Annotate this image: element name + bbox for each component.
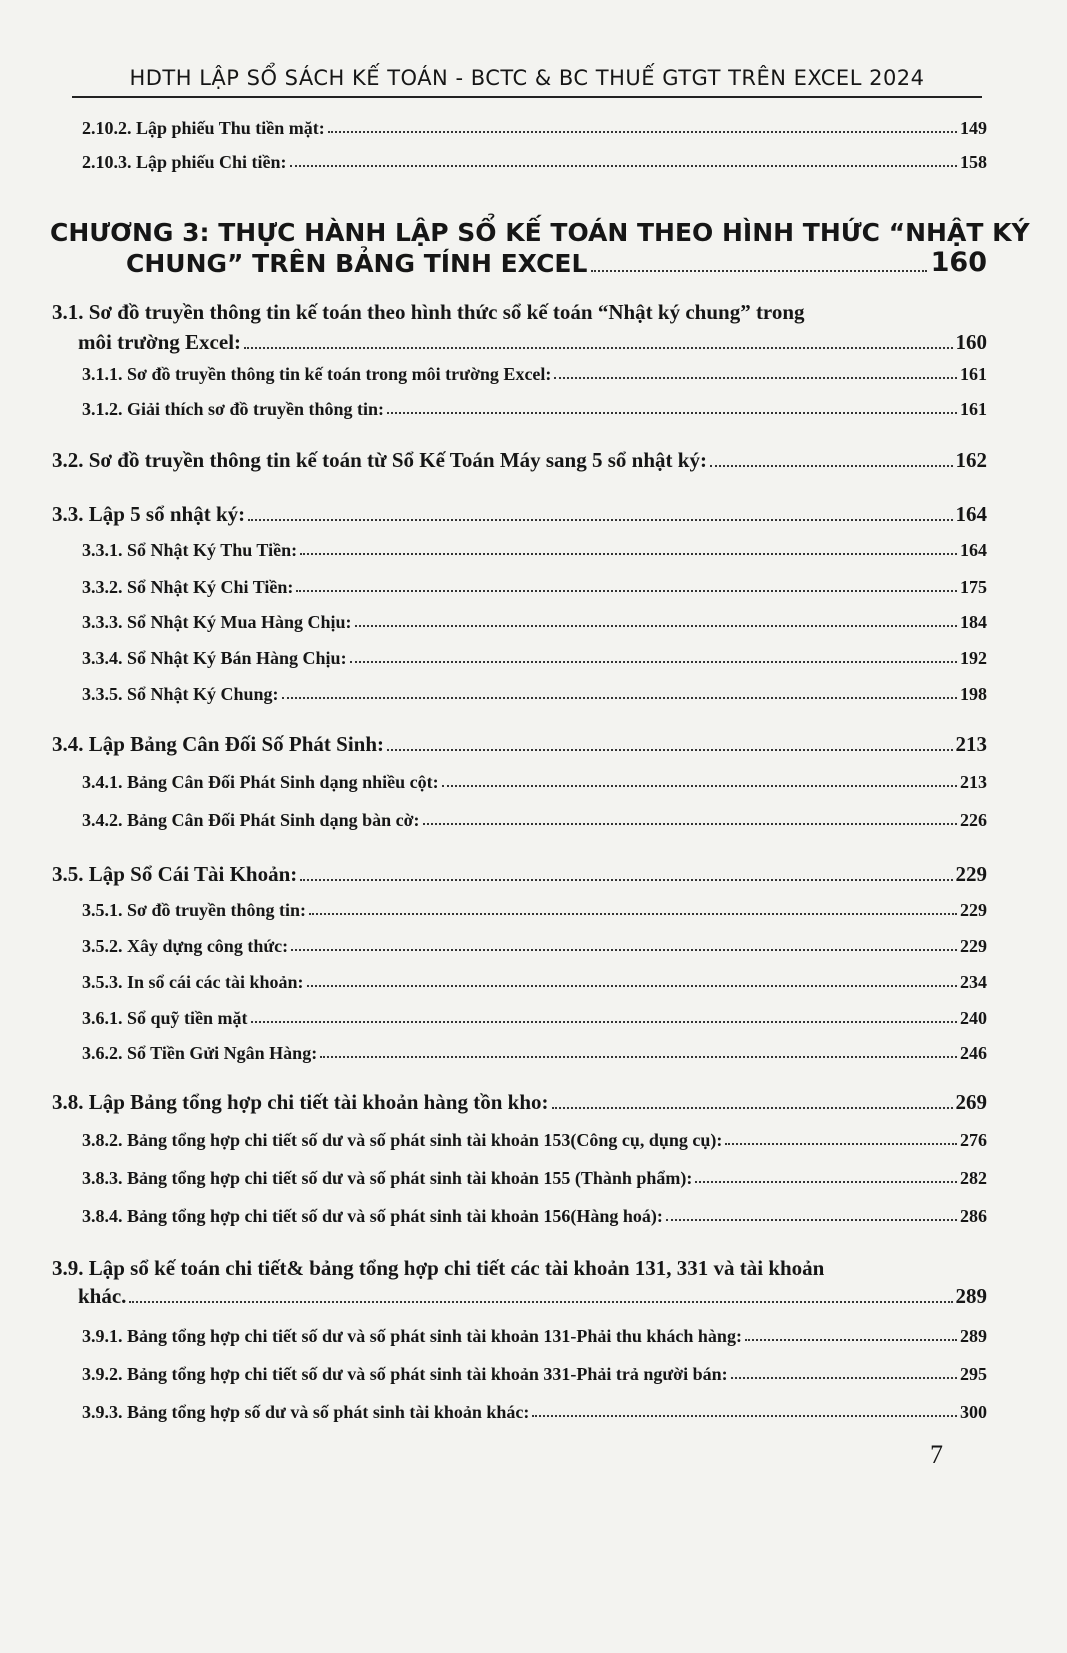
toc-entry-page: 226: [960, 810, 987, 830]
toc-entry-3-4: [52, 732, 987, 757]
toc-entry-title: 2.10.3. Lập phiếu Chi tiền:: [82, 152, 287, 172]
dot-leader: [350, 661, 957, 663]
toc-entry-3-6-2: [82, 1043, 987, 1064]
toc-entry-title: 3.8. Lập Bảng tổng hợp chi tiết tài khoản hàng tồn kho:: [52, 1090, 549, 1114]
toc-entry-title: 3.3.5. Sổ Nhật Ký Chung:: [82, 684, 279, 704]
toc-entry-title: môi trường Excel:: [78, 330, 242, 354]
dot-leader: [328, 131, 957, 133]
toc-entry-3-8-2: [82, 1130, 987, 1151]
toc-entry-page: 234: [960, 972, 987, 992]
toc-entry-page: 213: [955, 732, 987, 756]
toc-entry-3-5-1: [82, 900, 987, 921]
dot-leader: [710, 465, 953, 467]
toc-entry-page: 192: [960, 648, 987, 668]
toc-entry-3-1-2: [82, 399, 987, 420]
toc-entry-3-4-1: [82, 772, 987, 793]
dot-leader: [296, 590, 957, 592]
toc-entry-page: 160: [955, 330, 987, 354]
toc-entry-3-3: [52, 502, 987, 527]
toc-entry-page: 229: [960, 936, 987, 956]
toc-entry-page: 175: [960, 577, 987, 597]
toc-entry-title: 3.3. Lập 5 sổ nhật ký:: [52, 502, 246, 526]
toc-entry-3-9-2: [82, 1364, 987, 1385]
dot-leader: [248, 519, 952, 521]
running-header: HDTH LẬP SỔ SÁCH KẾ TOÁN - BCTC & BC THUẾ GTGT TRÊN EXCEL 2024: [129, 66, 925, 90]
dot-leader: [320, 1056, 957, 1058]
toc-entry-title: 3.3.1. Sổ Nhật Ký Thu Tiền:: [82, 540, 298, 560]
toc-entry-3-3-3: [82, 612, 987, 633]
dot-leader: [387, 412, 957, 414]
toc-entry-3-9-line1: 3.9. Lập sổ kế toán chi tiết& bảng tổng hợp chi tiết các tài khoản 131, 331 và tài khoản: [52, 1256, 825, 1280]
toc-entry-page: 269: [955, 1090, 987, 1114]
toc-entry-page: 164: [960, 540, 987, 560]
toc-entry-page: 213: [960, 772, 987, 792]
toc-entry-page: 149: [960, 118, 987, 138]
chapter-title-line2-text: CHUNG” TRÊN BẢNG TÍNH EXCEL: [126, 249, 588, 278]
toc-entry-page: 276: [960, 1130, 987, 1150]
toc-entry-3-2: [52, 448, 987, 473]
toc-entry-page: 161: [960, 364, 987, 384]
dot-leader: [290, 165, 957, 167]
dot-leader: [282, 697, 957, 699]
toc-entry-page: 289: [955, 1284, 987, 1308]
toc-entry-title: 3.8.3. Bảng tổng hợp chi tiết số dư và số phát sinh tài khoản 155 (Thành phẩm):: [82, 1168, 693, 1188]
toc-entry-3-1-1: [82, 364, 987, 385]
dot-leader: [591, 270, 926, 272]
toc-entry-title: 3.8.2. Bảng tổng hợp chi tiết số dư và số phát sinh tài khoản 153(Công cụ, dụng cụ):: [82, 1130, 723, 1150]
toc-entry-3-4-2: [82, 810, 987, 831]
toc-entry-3-5-2: [82, 936, 987, 957]
dot-leader: [307, 985, 957, 987]
toc-entry-3-3-4: [82, 648, 987, 669]
toc-entry-title: 3.1.1. Sơ đồ truyền thông tin kế toán trong môi trường Excel:: [82, 364, 552, 384]
toc-entry-3-8: [52, 1090, 987, 1115]
toc-entry-page: 295: [960, 1364, 987, 1384]
toc-entry-title: 3.2. Sơ đồ truyền thông tin kế toán từ Sổ Kế Toán Máy sang 5 sổ nhật ký:: [52, 448, 707, 472]
dot-leader: [532, 1415, 957, 1417]
dot-leader: [695, 1181, 957, 1183]
dot-leader: [442, 785, 957, 787]
toc-entry-3-3-5: [82, 684, 987, 705]
dot-leader: [309, 913, 957, 915]
dot-leader: [725, 1143, 957, 1145]
toc-entry-page: 246: [960, 1043, 987, 1063]
toc-entry-3-3-2: [82, 577, 987, 598]
toc-entry-title: 3.9.3. Bảng tổng hợp số dư và số phát sinh tài khoản khác:: [82, 1402, 530, 1422]
toc-entry-title: 3.5.3. In sổ cái các tài khoản:: [82, 972, 304, 992]
toc-entry-3-1: [78, 330, 987, 355]
toc-entry-3-8-4: [82, 1206, 987, 1227]
dot-leader: [731, 1377, 957, 1379]
toc-entry-2-10-3: [82, 152, 987, 173]
toc-entry-page: 198: [960, 684, 987, 704]
dot-leader: [355, 625, 957, 627]
toc-entry-title: 3.4.2. Bảng Cân Đối Phát Sinh dạng bàn cờ:: [82, 810, 420, 830]
dot-leader: [387, 749, 952, 751]
toc-entry-page: 229: [960, 900, 987, 920]
toc-entry-page: 164: [955, 502, 987, 526]
toc-entry-3-5-3: [82, 972, 987, 993]
toc-entry-3-6-1: [82, 1008, 987, 1029]
dot-leader: [666, 1219, 957, 1221]
toc-entry-page: 300: [960, 1402, 987, 1422]
toc-entry-page: 161: [960, 399, 987, 419]
toc-entry-page: 289: [960, 1326, 987, 1346]
toc-entry-title: 3.5. Lập Sổ Cái Tài Khoản:: [52, 862, 298, 886]
toc-entry-3-9-1: [82, 1326, 987, 1347]
toc-entry-page: 158: [960, 152, 987, 172]
dot-leader: [244, 347, 952, 349]
toc-entry-title: 3.5.1. Sơ đồ truyền thông tin:: [82, 900, 306, 920]
dot-leader: [300, 879, 952, 881]
toc-entry-title: 3.6.1. Sổ quỹ tiền mặt: [82, 1008, 248, 1028]
toc-entry-title: 3.9.2. Bảng tổng hợp chi tiết số dư và số phát sinh tài khoản 331-Phải trả người bán:: [82, 1364, 728, 1384]
toc-entry-title: 3.6.2. Sổ Tiền Gửi Ngân Hàng:: [82, 1043, 318, 1063]
dot-leader: [745, 1339, 957, 1341]
toc-entry-title: 3.1.2. Giải thích sơ đồ truyền thông tin:: [82, 399, 385, 419]
dot-leader: [251, 1021, 957, 1023]
toc-entry-3-9-3: [82, 1402, 987, 1423]
toc-entry-title: 3.9.1. Bảng tổng hợp chi tiết số dư và số phát sinh tài khoản 131-Phải thu khách hàng:: [82, 1326, 742, 1346]
toc-entry-title: 3.8.4. Bảng tổng hợp chi tiết số dư và số phát sinh tài khoản 156(Hàng hoá):: [82, 1206, 663, 1226]
toc-entry-page: 240: [960, 1008, 987, 1028]
toc-entry-page: 286: [960, 1206, 987, 1226]
dot-leader: [554, 377, 957, 379]
toc-entry-3-1-line1: 3.1. Sơ đồ truyền thông tin kế toán theo hình thức sổ kế toán “Nhật ký chung” trong: [52, 300, 805, 324]
chapter-title-line2: [126, 247, 987, 278]
toc-entry-page: 184: [960, 612, 987, 632]
toc-entry-3-8-3: [82, 1168, 987, 1189]
toc-entry-title: 3.3.4. Sổ Nhật Ký Bán Hàng Chịu:: [82, 648, 347, 668]
toc-entry-title: 3.4. Lập Bảng Cân Đối Số Phát Sinh:: [52, 732, 385, 756]
toc-entry-title: 3.3.3. Sổ Nhật Ký Mua Hàng Chịu:: [82, 612, 352, 632]
toc-entry-title: 3.3.2. Sổ Nhật Ký Chi Tiền:: [82, 577, 294, 597]
toc-entry-3-5: [52, 862, 987, 887]
toc-entry-title: 3.4.1. Bảng Cân Đối Phát Sinh dạng nhiều cột:: [82, 772, 439, 792]
dot-leader: [291, 949, 957, 951]
dot-leader: [129, 1301, 952, 1303]
toc-entry-page: 162: [955, 448, 987, 472]
dot-leader: [552, 1107, 953, 1109]
toc-entry-3-3-1: [82, 540, 987, 561]
dot-leader: [300, 553, 957, 555]
chapter-page: 160: [930, 247, 987, 278]
toc-entry-title: 2.10.2. Lập phiếu Thu tiền mặt:: [82, 118, 325, 138]
page-number: 7: [930, 1440, 943, 1469]
toc-entry-3-9: [78, 1284, 987, 1309]
toc-entry-2-10-2: [82, 118, 987, 139]
toc-entry-page: 229: [955, 862, 987, 886]
chapter-title-line1: CHƯƠNG 3: THỰC HÀNH LẬP SỔ KẾ TOÁN THEO HÌNH THỨC “NHẬT KÝ: [50, 218, 1030, 247]
toc-entry-title: khác.: [78, 1284, 127, 1308]
toc-entry-page: 282: [960, 1168, 987, 1188]
toc-entry-title: 3.5.2. Xây dựng công thức:: [82, 936, 289, 956]
dot-leader: [423, 823, 957, 825]
